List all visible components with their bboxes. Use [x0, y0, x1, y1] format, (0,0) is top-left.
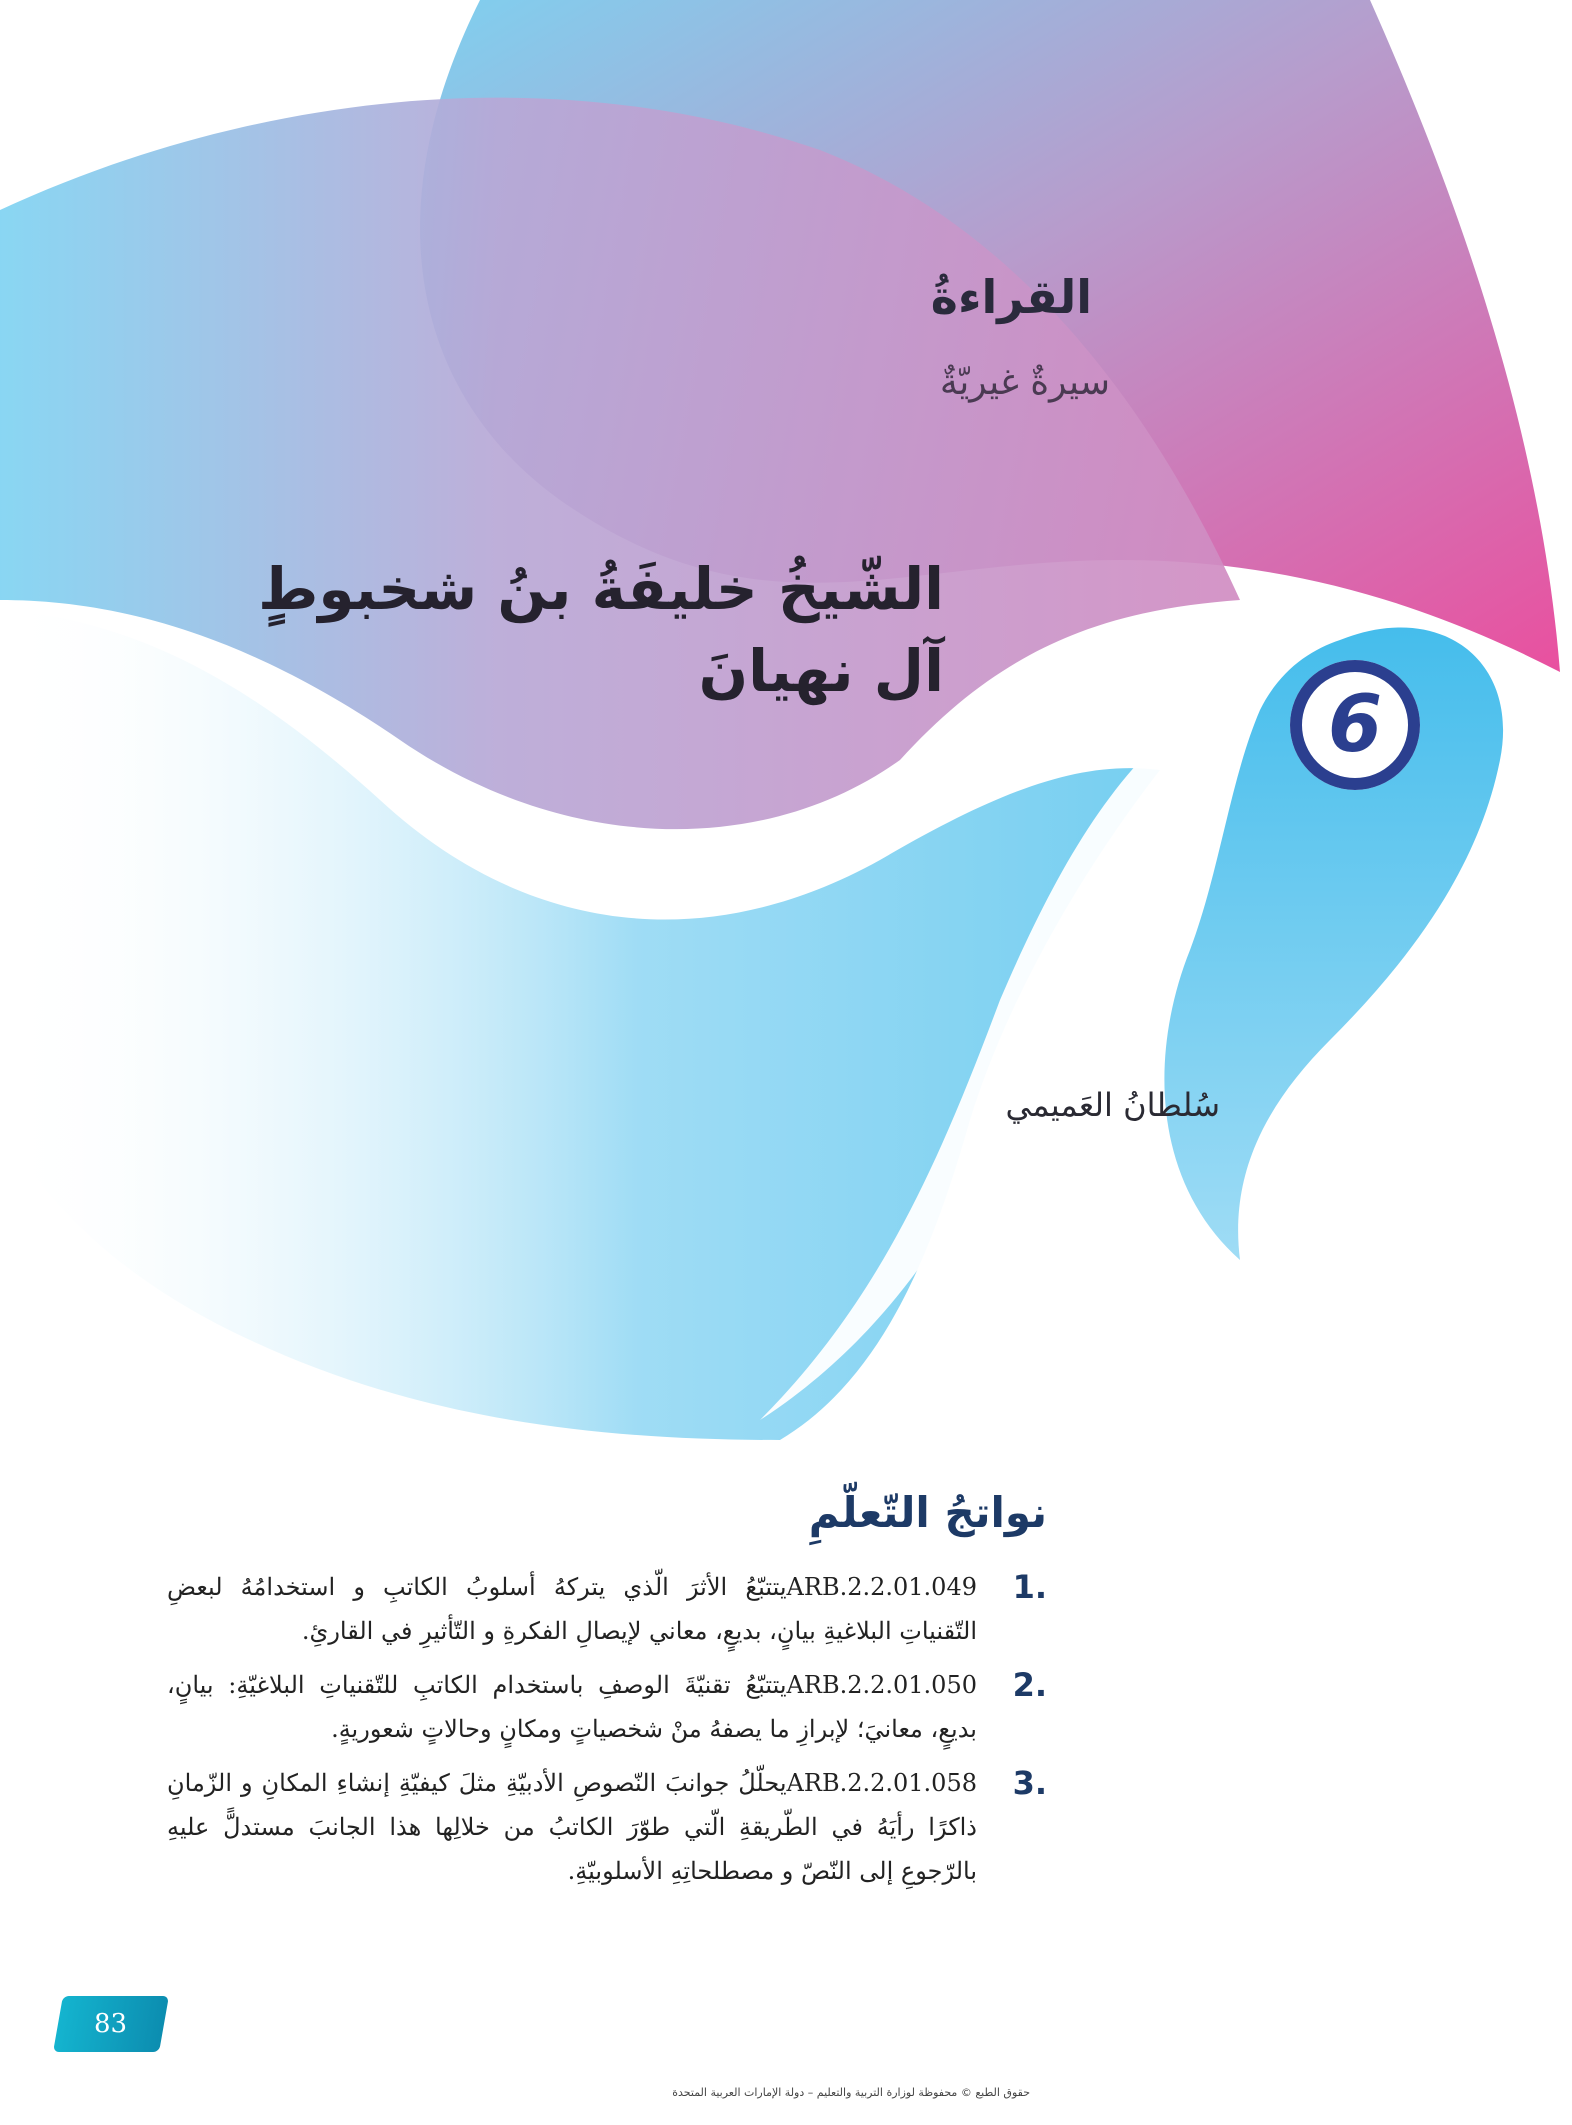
lesson-number-badge	[1290, 660, 1420, 790]
lesson-title-line-1: الشّيخُ خليفَةُ بنُ شخبوطٍ	[258, 555, 944, 623]
outcome-number: 2.	[1012, 1666, 1047, 1704]
outcome-text-block	[167, 1761, 987, 1893]
outcome-text-block	[167, 1663, 987, 1751]
outcome-item	[167, 1565, 1047, 1653]
outcome-text: يتتبّعُ الأثرَ الّذي يتركهُ أسلوبُ الكاتبِ و استخدامُهُ لبعضِ التّقنياتِ البلاغيةِ بيانٍ، بديعٍ، معاني لإيصالِ الفكرةِ و التّأثيرِ في القارئِ.	[167, 1573, 977, 1645]
copyright-notice: حقوق الطبع © محفوظة لوزارة التربية والتعليم – دولة الإمارات العربية المتحدة	[672, 2086, 1030, 2099]
learning-outcomes-heading: نواتجُ التّعلّمِ	[808, 1488, 1047, 1537]
lesson-title-line-2: آل نهيانَ	[698, 637, 944, 705]
outcome-code: ARB.2.2.01.058	[786, 1769, 977, 1797]
outcome-code: ARB.2.2.01.050	[786, 1671, 977, 1699]
outcome-item	[167, 1761, 1047, 1893]
page-number: 83	[94, 2009, 128, 2039]
lesson-title	[244, 548, 944, 712]
outcome-number: 3.	[1012, 1764, 1047, 1802]
learning-outcomes	[167, 1488, 1047, 1903]
outcome-text: يتتبّعُ تقنيّةَ الوصفِ باستخدام الكاتبِ للتّقنياتِ البلاغيّةِ: بيانٍ، بديعٍ، معانيَ؛ لإبرازِ ما يصفهُ منْ شخصياتٍ ومكانٍ وحالاتٍ شعوريةٍ.	[167, 1671, 977, 1743]
outcome-text-block	[167, 1565, 987, 1653]
outcome-item	[167, 1663, 1047, 1751]
outcome-number: 1.	[1012, 1568, 1047, 1606]
lesson-number: 6	[1327, 680, 1383, 770]
author-name: سُلطانُ العَميمي	[1005, 1086, 1220, 1124]
lesson-genre: سيرةٌ غيريّةٌ	[939, 362, 1110, 403]
outcome-text: يحلّلُ جوانبَ النّصوصِ الأدبيّةِ مثلَ كيفيّةِ إنشاءِ المكانِ و الزّمانِ ذاكرًا رأيَهُ في الطّريقةِ الّتي طوّرَ الكاتبُ من خلالِها هذا الجانبَ مستدلًّ عليهِ بالرّجوعِ إلى النّصّ و مصطلحاتِهِ الأسلوبيّةِ.	[167, 1769, 977, 1885]
section-label: القراءةُ	[930, 270, 1092, 324]
outcome-code: ARB.2.2.01.049	[786, 1573, 977, 1601]
page-number-tab	[53, 1996, 169, 2052]
